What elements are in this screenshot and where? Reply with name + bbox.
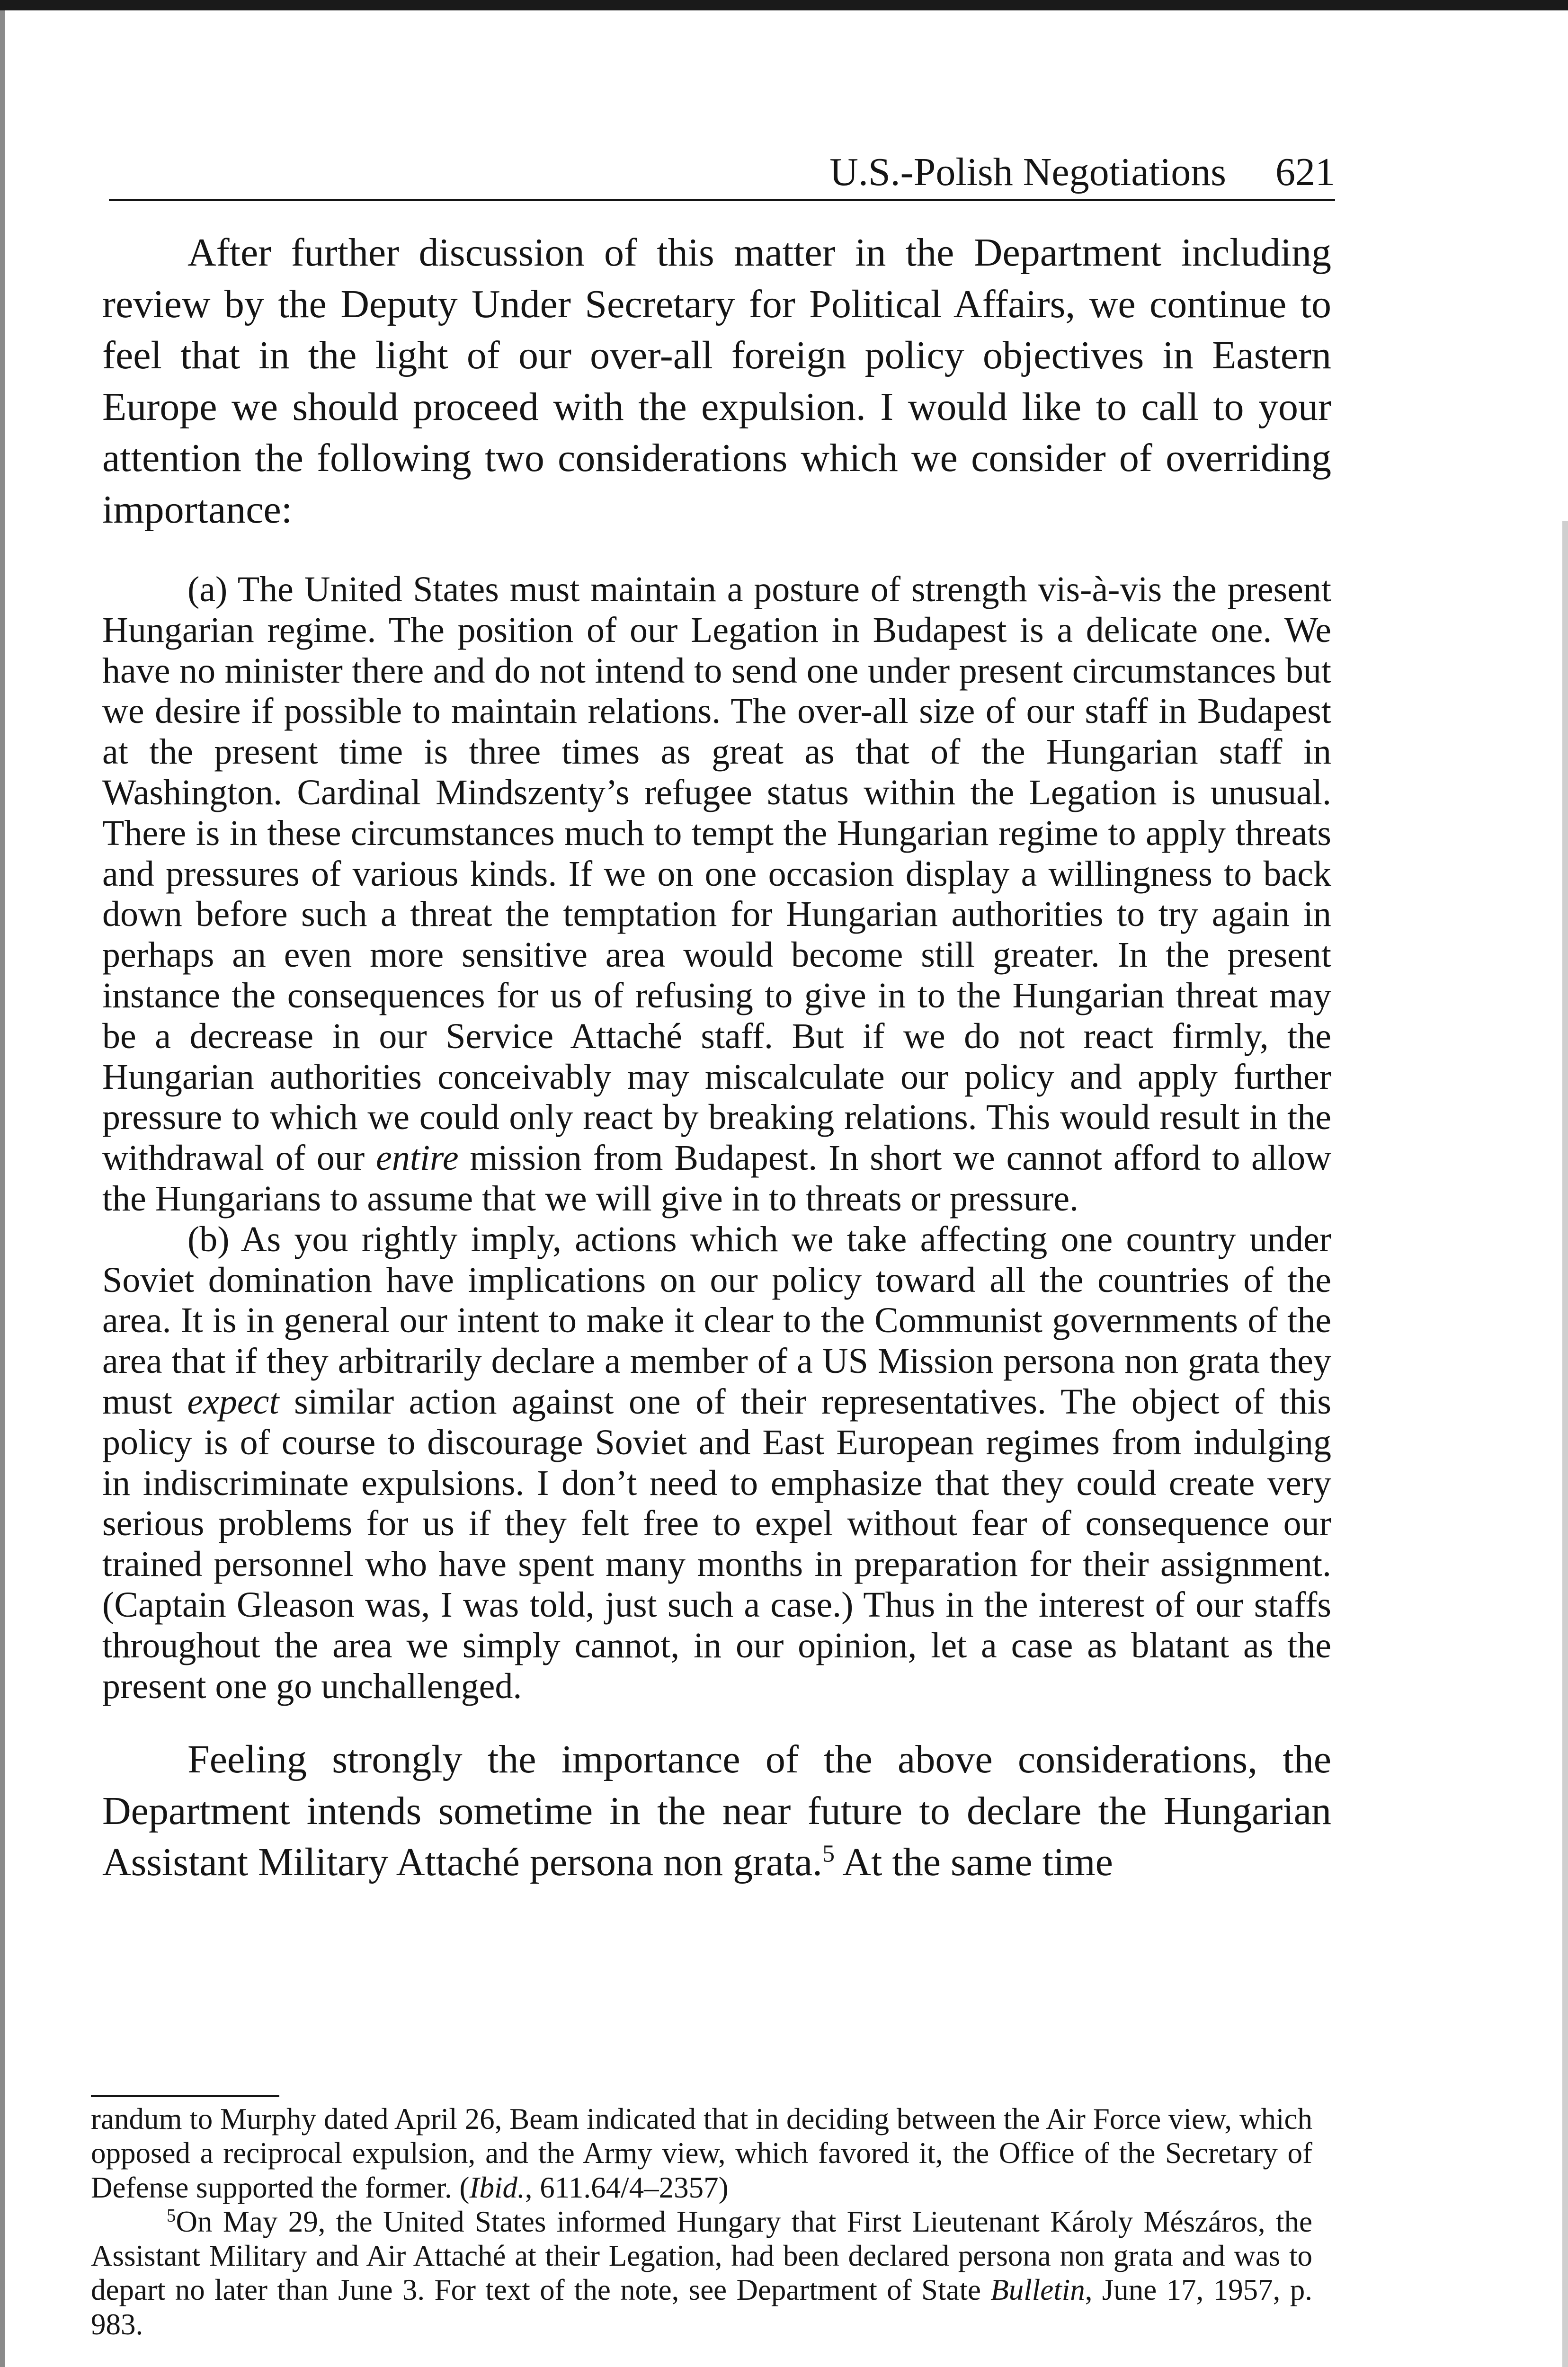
footnote-continued: [91, 2102, 1312, 2205]
running-head-title: U.S.-Polish Negotiations: [829, 150, 1226, 194]
emphasis-text: Bulletin: [990, 2273, 1085, 2307]
paragraph-gap: [102, 1707, 1331, 1734]
footnote-reference: 5: [822, 1840, 835, 1868]
paragraph-text: After further discussion of this matter in the Department including review by the Deputy Under Secretary for Political Affairs, we continue to feel that in the light of our over-all foreign policy objectives in Eastern Europe we should proceed with the expulsion. I would like to call to your attention the following two considerations which we consider of overriding importance:: [102, 231, 1331, 532]
footnote-5: [91, 2205, 1312, 2341]
scan-right-edge: [1562, 521, 1568, 2367]
footnote-text: On May 29, the United States informed Hungary that First Lieutenant Károly Mészáros, the Assistant Military and Air Attaché at their Legation, had been declared persona non grata and was to depart no later than June 3. For text of the note, see Department of State: [91, 2205, 1312, 2307]
paragraph-text: (a) The United States must maintain a posture of strength vis-à-vis the present Hungarian regime. The position of our Legation in Budapest is a delicate one. We have no minister there and do not intend to send one under present circumstances but we desire if possible to maintain relations. The over-all size of our staff in Budapest at the present time is three times as great as that of the Hungarian staff in Washington. Cardinal Mindszenty’s refugee status within the Legation is unusual. There is in these circumstances much to tempt the Hungarian regime to apply threats and pressures of various kinds. If we on one occasion display a willingness to back down before such a threat the temptation for Hungarian authorities to try again in perhaps an even more sensitive area would become still greater. In the present instance the consequences for us of refusing to give in to the Hungarian threat may be a decrease in our Service Attaché staff. But if we do not react firmly, the Hungarian authorities conceivably may miscalculate our policy and apply further pressure to which we could only react by breaking relations. This would result in the withdrawal of our: [102, 570, 1331, 1178]
paragraph-gap: [102, 535, 1331, 570]
paragraph-text: mission from Budapest. In short we cannot afford to allow the Hungarians to assume that we will give in to threats or pressure.: [102, 1138, 1331, 1219]
paragraph-text: Feeling strongly the importance of the above considerations, the Department intends sometime in the near future to declare the Hungarian Assistant Military Attaché persona non grata.: [102, 1737, 1331, 1885]
emphasis-text: Ibid.: [469, 2171, 525, 2204]
paragraph-text: At the same time: [835, 1840, 1113, 1885]
running-head: [109, 142, 1335, 201]
footnote-text: , June 17, 1957, p. 983.: [91, 2273, 1312, 2341]
footnote-number: 5: [167, 2205, 176, 2226]
footnote-separator: [91, 2095, 279, 2097]
emphasis-text: expect: [187, 1381, 279, 1422]
footnote-text: randum to Murphy dated April 26, Beam indicated that in deciding between the Air Force view, which opposed a reciprocal expulsion, and the Army view, which favored it, the Office of the Secretary of Defense supported the former. (: [91, 2102, 1312, 2204]
paragraph-point-a: [102, 570, 1331, 1219]
scan-top-edge: [0, 0, 1568, 10]
paragraph-discussion: [102, 227, 1331, 535]
paragraph-conclusion: [102, 1734, 1331, 1888]
emphasis-text: entire: [376, 1138, 459, 1178]
paragraph-text: similar action against one of their representatives. The object of this policy is of course to discourage Soviet and East European regimes from indulging in indiscriminate expulsions. I don’t need to emphasize that they could create very serious problems for us if they felt free to expel without fear of consequence our trained personnel who have spent many months in preparation for their assignment. (Captain Gleason was, I was told, just such a case.) Thus in the interest of our staffs throughout the area we simply cannot, in our opinion, let a case as blatant as the present one go unchallenged.: [102, 1381, 1332, 1706]
paragraph-text: (b) As you rightly imply, actions which we take affecting one country under Soviet domination have implications on our policy toward all the countries of the area. It is in general our intent to make it clear to the Communist governments of the area that if they arbitrarily declare a member of a US Mission persona non grata they must: [102, 1219, 1331, 1422]
footnote-text: , 611.64/4–2357): [525, 2171, 729, 2204]
scan-left-edge: [0, 10, 5, 2367]
paragraph-point-b: [102, 1219, 1331, 1707]
footnotes: [91, 2102, 1312, 2341]
body-text: [102, 227, 1331, 1888]
page-number: 621: [1275, 150, 1335, 194]
